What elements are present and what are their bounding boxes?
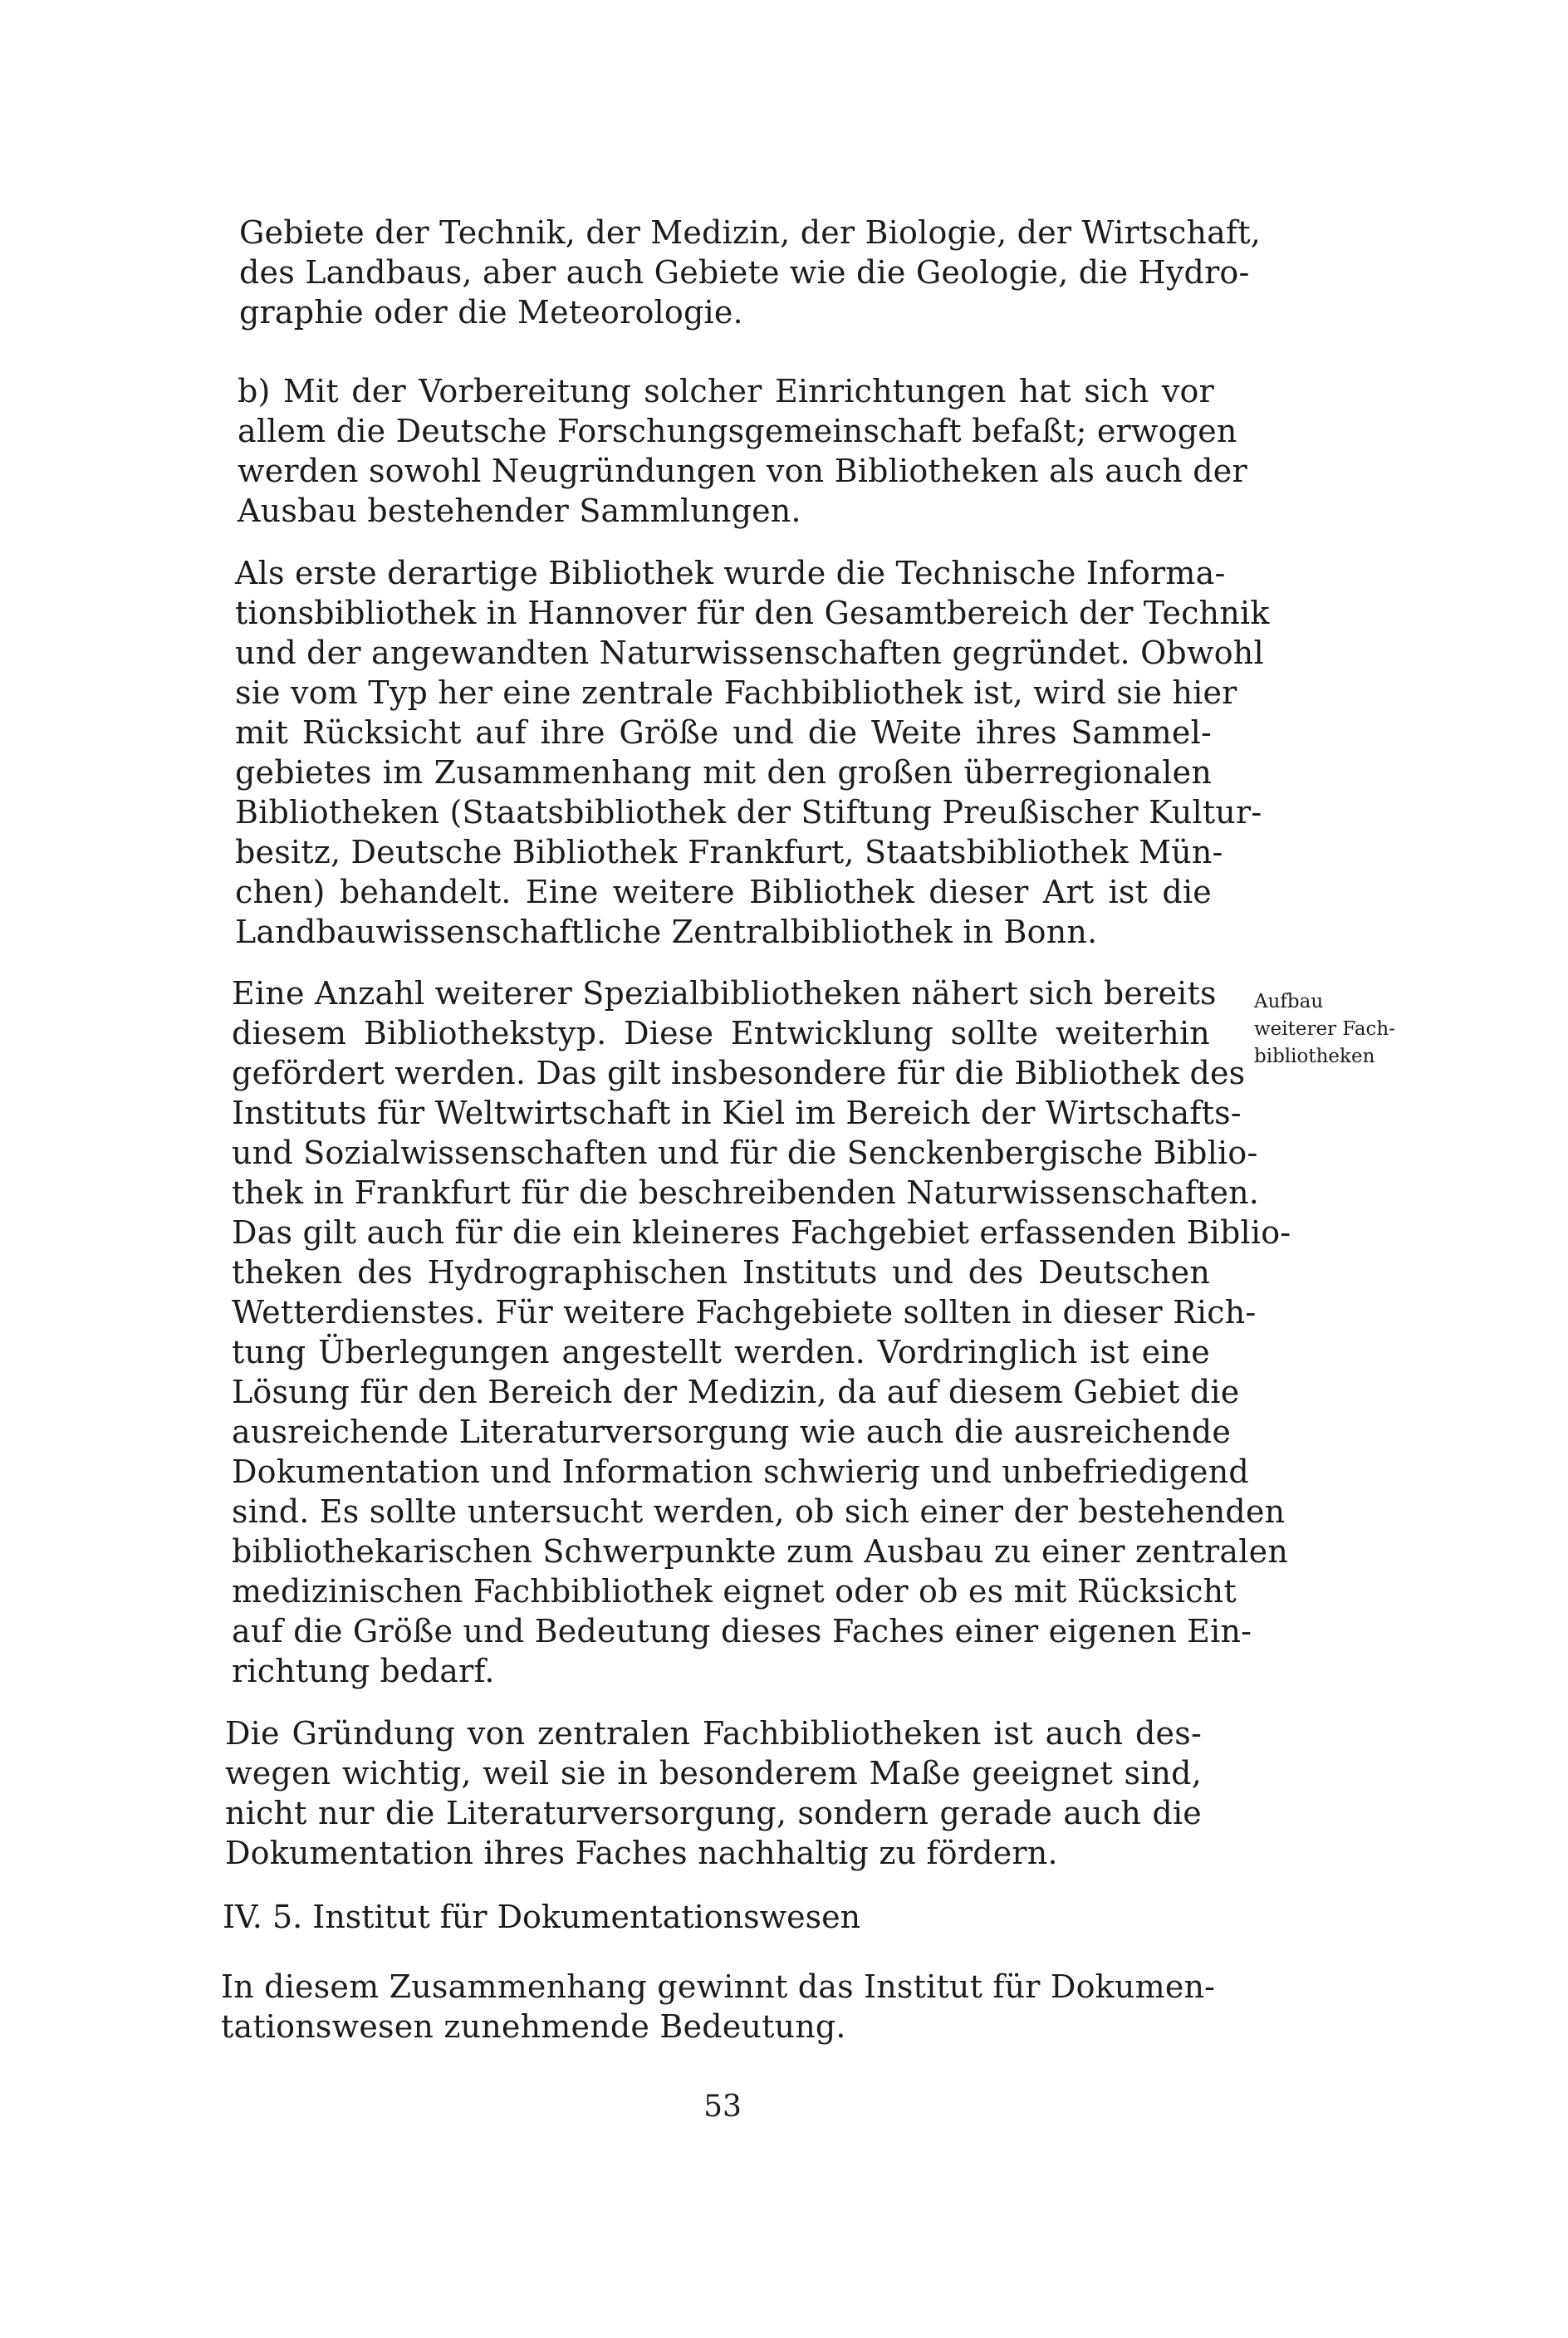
text-line: tationswesen zunehmende Bedeutung. <box>221 2008 846 2045</box>
paragraph-1 <box>239 213 1262 332</box>
page-number: 53 <box>703 2090 742 2124</box>
text-line: allem die Deutsche Forschungsgemeinschaft befaßt; erwogen <box>238 413 1237 449</box>
text-line: werden sowohl Neugründungen von Bibliotheken als auch der <box>238 453 1247 489</box>
text-line: Bibliotheken (Staatsbibliothek der Stiftung Preußischer Kultur- <box>235 794 1262 831</box>
text-line: bibliothekarischen Schwerpunkte zum Ausbau zu einer zentralen <box>232 1533 1288 1570</box>
text-line: In diesem Zusammenhang gewinnt das Institut für Dokumen- <box>221 1968 1216 2005</box>
text-line: Das gilt auch für die ein kleineres Fachgebiet erfassenden Biblio- <box>232 1214 1291 1251</box>
text-line: diesem Bibliothekstyp. Diese Entwicklung sollte weiterhin <box>232 1015 1210 1051</box>
text-line: und der angewandten Naturwissenschaften gegründet. Obwohl <box>235 635 1264 671</box>
text-line: auf die Größe und Bedeutung dieses Faches einer eigenen Ein- <box>232 1613 1252 1649</box>
text-line: nicht nur die Literaturversorgung, sondern gerade auch die <box>225 1795 1202 1831</box>
text-line: Gebiete der Technik, der Medizin, der Biologie, der Wirtschaft, <box>239 214 1262 251</box>
section-heading: IV. 5. Institut für Dokumentationswesen <box>223 1899 861 1935</box>
text-line: Landbauwissenschaftliche Zentralbibliothek in Bonn. <box>235 914 1098 950</box>
text-line: tung Überlegungen angestellt werden. Vordringlich ist eine <box>232 1334 1210 1370</box>
marginal-note-line: Aufbau <box>1254 991 1324 1012</box>
text-line: medizinischen Fachbibliothek eignet oder ob es mit Rücksicht <box>232 1573 1237 1610</box>
text-line: Eine Anzahl weiterer Spezialbibliotheken nähert sich bereits <box>232 975 1217 1012</box>
text-line: Die Gründung von zentralen Fachbibliotheken ist auch des- <box>225 1715 1202 1752</box>
text-line: gebietes im Zusammenhang mit den großen überregionalen <box>235 754 1212 791</box>
text-line: richtung bedarf. <box>232 1653 495 1689</box>
text-line: Wetterdienstes. Für weitere Fachgebiete sollten in dieser Rich- <box>232 1294 1257 1331</box>
text-line: graphie oder die Meteorologie. <box>239 294 743 331</box>
text-line: und Sozialwissenschaften und für die Senckenbergische Biblio- <box>232 1135 1258 1171</box>
text-line: Dokumentation ihres Faches nachhaltig zu fördern. <box>225 1835 1058 1871</box>
text-line: Lösung für den Bereich der Medizin, da auf diesem Gebiet die <box>232 1374 1240 1410</box>
text-line: ausreichende Literaturversorgung wie auch die ausreichende <box>232 1414 1232 1450</box>
text-line: Instituts für Weltwirtschaft in Kiel im Bereich der Wirtschafts- <box>232 1095 1242 1131</box>
text-line: theken des Hydrographischen Instituts und des Deutschen <box>232 1254 1210 1291</box>
text-line: Dokumentation und Information schwierig und unbefriedigend <box>232 1453 1249 1490</box>
text-line: des Landbaus, aber auch Gebiete wie die Geologie, die Hydro- <box>239 254 1250 291</box>
paragraph-5 <box>225 1713 1202 1873</box>
marginal-note-line: bibliotheken <box>1254 1046 1375 1067</box>
paragraph-6 <box>221 1967 1216 2046</box>
marginal-note-line: weiterer Fach- <box>1254 1018 1395 1040</box>
text-line: Als erste derartige Bibliothek wurde die Technische Informa- <box>235 555 1226 591</box>
paragraph-2 <box>238 371 1247 531</box>
text-line: sie vom Typ her eine zentrale Fachbibliothek ist, wird sie hier <box>235 674 1237 711</box>
text-line: b) Mit der Vorbereitung solcher Einrichtungen hat sich vor <box>238 373 1214 409</box>
paragraph-3 <box>235 553 1270 952</box>
text-line: thek in Frankfurt für die beschreibenden Naturwissenschaften. <box>232 1174 1260 1211</box>
text-line: wegen wichtig, weil sie in besonderem Maße geeignet sind, <box>225 1755 1202 1791</box>
text-line: chen) behandelt. Eine weitere Bibliothek dieser Art ist die <box>235 874 1212 910</box>
text-line: mit Rücksicht auf ihre Größe und die Weite ihres Sammel- <box>235 714 1212 751</box>
text-line: gefördert werden. Das gilt insbesondere für die Bibliothek des <box>232 1055 1246 1091</box>
text-line: tionsbibliothek in Hannover für den Gesamtbereich der Technik <box>235 595 1270 631</box>
text-line: besitz, Deutsche Bibliothek Frankfurt, Staatsbibliothek Mün- <box>235 834 1223 870</box>
text-line: Ausbau bestehender Sammlungen. <box>238 493 801 529</box>
marginal-note <box>1254 988 1420 1071</box>
text-line: sind. Es sollte untersucht werden, ob sich einer der bestehenden <box>232 1493 1286 1530</box>
